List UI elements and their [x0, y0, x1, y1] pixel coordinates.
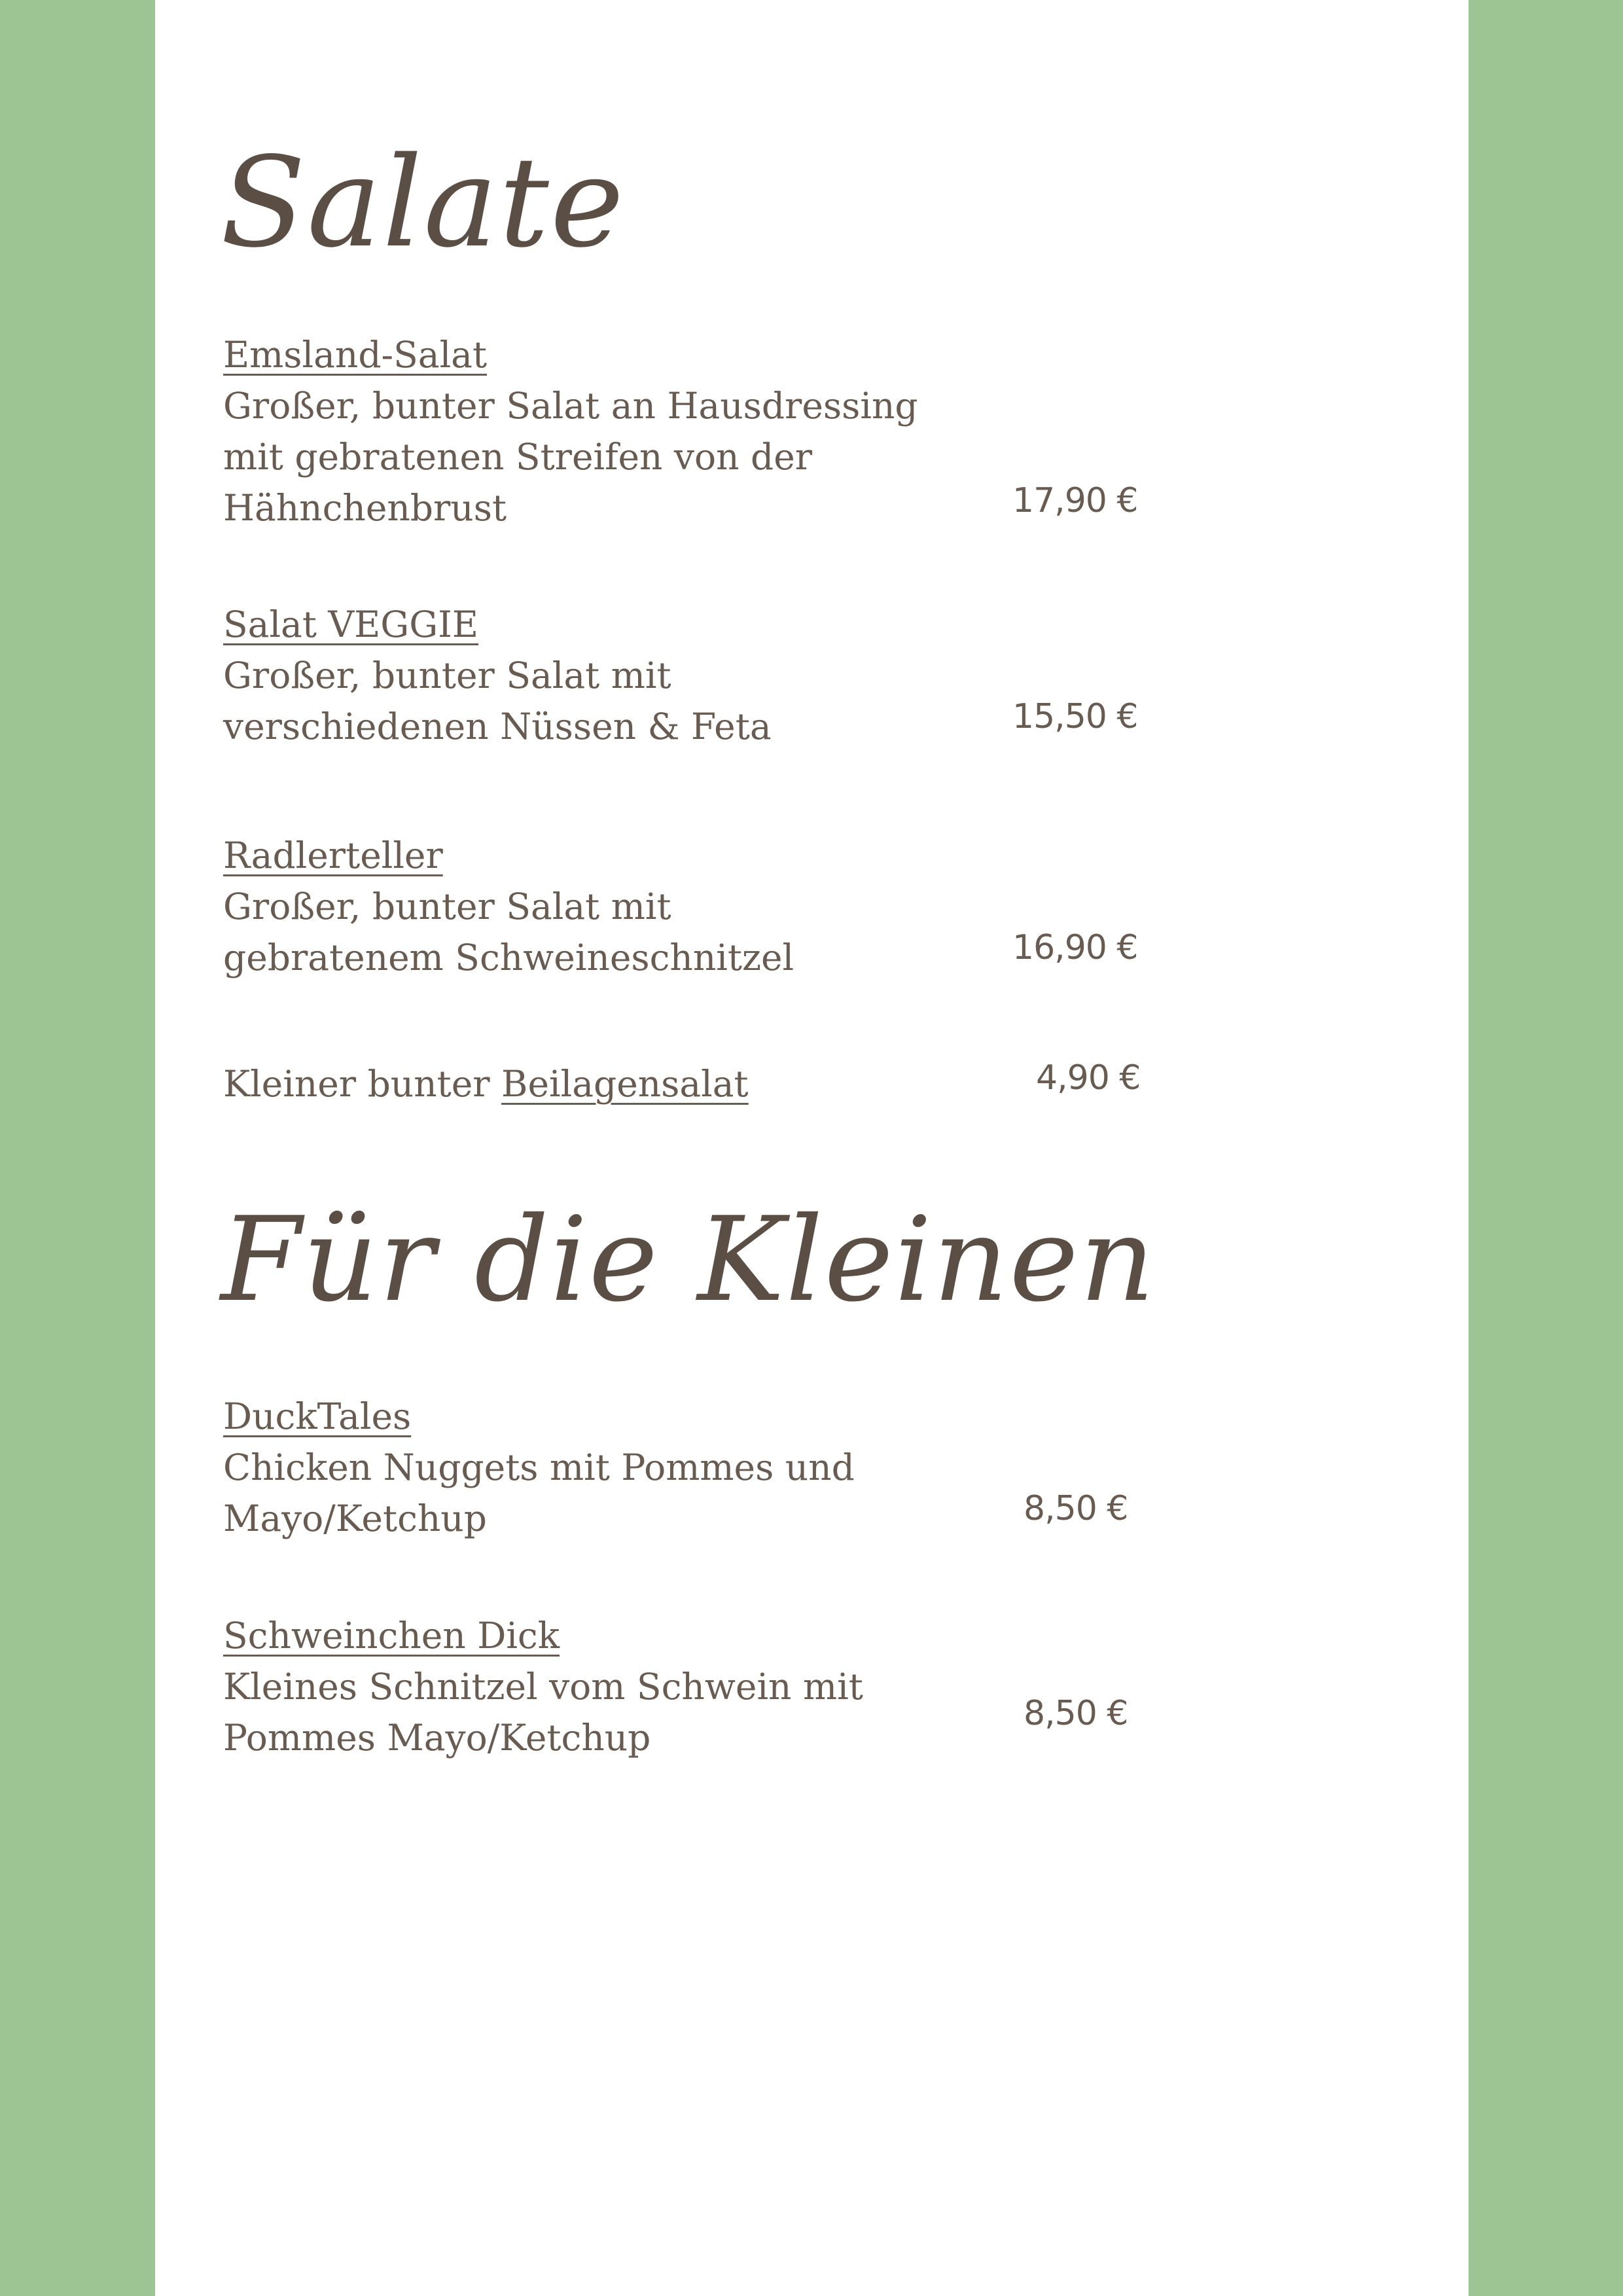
item-price: 4,90 € — [1036, 1058, 1141, 1098]
item-price: 16,90 € — [1012, 928, 1138, 967]
section-title-salate: Salate — [221, 130, 626, 275]
item-description-line: Pommes Mayo/Ketchup — [223, 1717, 651, 1759]
menu-page — [155, 0, 1469, 2296]
item-price: 17,90 € — [1012, 481, 1138, 520]
item-description-line: mit gebratenen Streifen von der — [223, 436, 813, 478]
item-description-line: Großer, bunter Salat mit — [223, 886, 671, 927]
item-description-line: Großer, bunter Salat an Hausdressing — [223, 385, 918, 427]
item-name: DuckTales — [223, 1395, 412, 1437]
item-description-line: gebratenem Schweineschnitzel — [223, 937, 794, 978]
item-description-line: Kleines Schnitzel vom Schwein mit — [223, 1666, 863, 1708]
item-price: 8,50 € — [1024, 1489, 1128, 1528]
item-name: Emsland-Salat — [223, 334, 488, 376]
item-description-line: Chicken Nuggets mit Pommes und — [223, 1446, 855, 1488]
item-name: Schweinchen Dick — [223, 1615, 560, 1657]
item-description-line: verschiedenen Nüssen & Feta — [223, 706, 772, 747]
item-name: Salat VEGGIE — [223, 603, 479, 645]
item-description-line: Mayo/Ketchup — [223, 1498, 487, 1539]
item-prefix: Kleiner bunter — [223, 1063, 502, 1105]
item-price: 15,50 € — [1012, 697, 1138, 736]
item-name: Beilagensalat — [501, 1063, 749, 1105]
item-name: Radlerteller — [223, 834, 443, 876]
item-price: 8,50 € — [1024, 1694, 1128, 1733]
item-description-line: Großer, bunter Salat mit — [223, 655, 671, 696]
menu-item-schweinchen-dick — [223, 1610, 1205, 1763]
item-description-line: Hähnchenbrust — [223, 487, 507, 529]
section-title-fuer-die-kleinen: Für die Kleinen — [221, 1192, 1156, 1327]
